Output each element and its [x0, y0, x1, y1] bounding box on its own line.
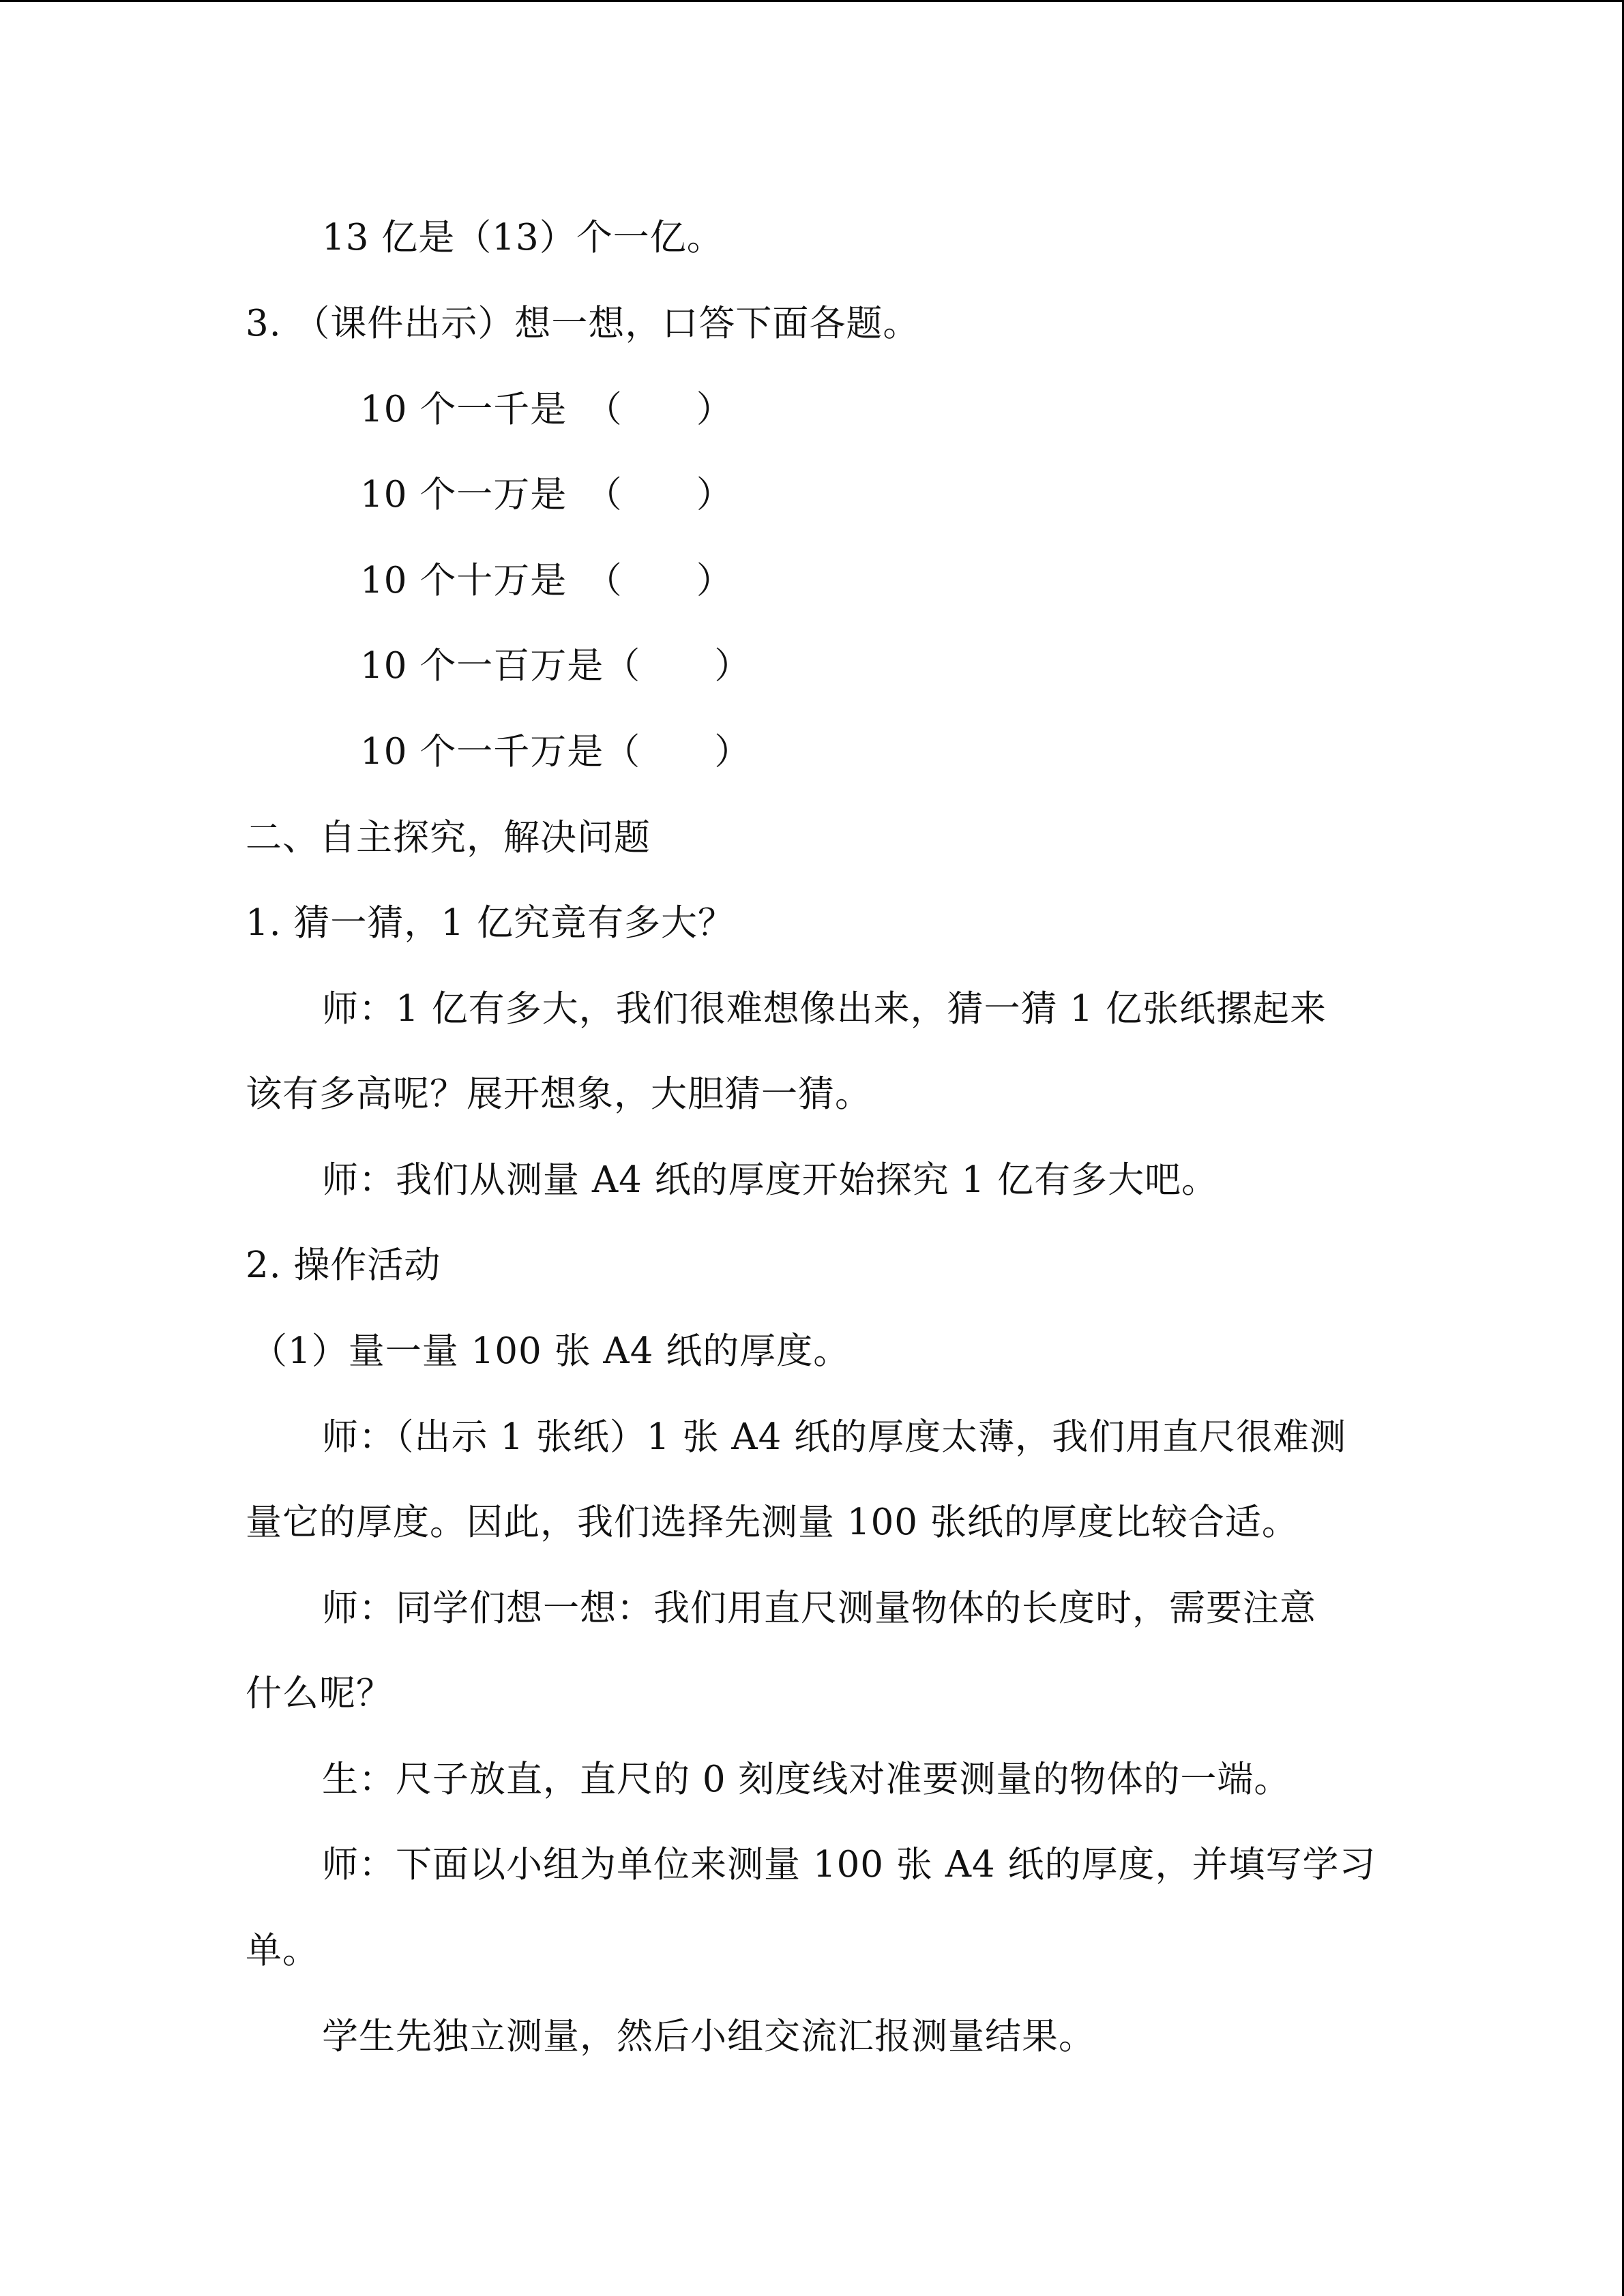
paragraph-line: 生：尺子放直，直尺的 0 刻度线对准要测量的物体的一端。 [322, 1759, 1291, 1800]
paragraph-line: 师：我们从测量 A4 纸的厚度开始探究 1 亿有多大吧。 [322, 1159, 1219, 1201]
paragraph-line: 该有多高呢？展开想象，大胆猜一猜。 [246, 1073, 872, 1115]
text-line-item-2: 2. 操作活动 [246, 1244, 441, 1286]
paragraph-line: 师：1 亿有多大，我们很难想像出来，猜一猜 1 亿张纸摞起来 [322, 988, 1327, 1030]
subitem-line-1: （1）量一量 100 张 A4 纸的厚度。 [251, 1330, 851, 1372]
paragraph-line: 师：（出示 1 张纸）1 张 A4 纸的厚度太薄，我们用直尺很难测 [322, 1416, 1347, 1458]
paragraph-line: 学生先独立测量，然后小组交流汇报测量结果。 [322, 2016, 1095, 2057]
question-line-3: 10 个十万是 （ ） [360, 560, 733, 601]
paragraph-line: 师：下面以小组为单位来测量 100 张 A4 纸的厚度，并填写学习 [322, 1844, 1376, 1885]
text-line-13-yi: 13 亿是（13）个一亿。 [322, 217, 724, 258]
paragraph-line: 什么呢？ [246, 1673, 393, 1714]
section-heading-2: 二、自主探究，解决问题 [246, 817, 651, 859]
text-line-item-3: 3. （课件出示）想一想，口答下面各题。 [246, 303, 920, 344]
question-line-1: 10 个一千是 （ ） [360, 389, 733, 430]
paragraph-line: 量它的厚度。因此，我们选择先测量 100 张纸的厚度比较合适。 [246, 1502, 1299, 1543]
question-line-4: 10 个一百万是（ ） [360, 645, 752, 687]
text-line-item-1: 1. 猜一猜，1 亿究竟有多大？ [246, 902, 735, 944]
paragraph-line: 单。 [246, 1930, 319, 1971]
question-line-2: 10 个一万是 （ ） [360, 474, 733, 516]
question-line-5: 10 个一千万是（ ） [360, 731, 752, 773]
page-top-border [0, 0, 1624, 2]
paragraph-line: 师：同学们想一想：我们用直尺测量物体的长度时，需要注意 [322, 1587, 1316, 1629]
